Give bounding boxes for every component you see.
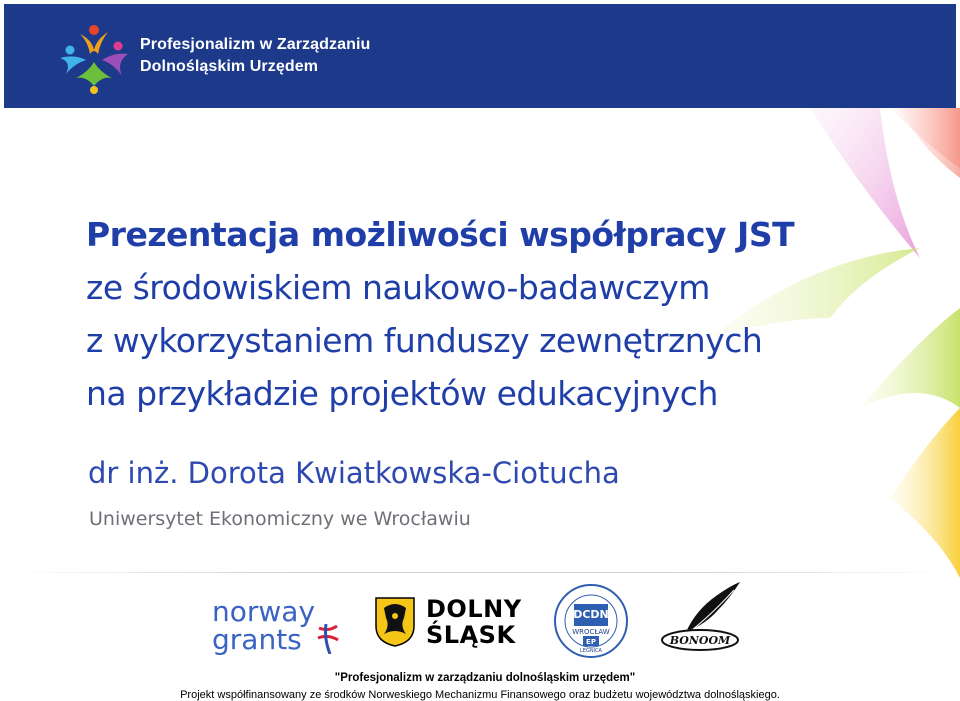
dcdn-seal-ep: EP: [586, 638, 596, 646]
norway-logo-line2: grants: [212, 623, 302, 656]
colorful-figures-icon: [56, 20, 132, 96]
dcdn-seal-name: DCDN: [573, 608, 609, 621]
lower-silesia-crest-icon: [374, 596, 416, 648]
norway-grants-logo: [212, 595, 342, 662]
title-line-3: z wykorzystaniem funduszy zewnętrznych: [86, 321, 763, 360]
norway-cross-icon: [316, 624, 340, 654]
header-bar: [4, 4, 956, 108]
header-title: [140, 34, 370, 78]
bonoom-quill-icon: [656, 580, 744, 656]
author-affiliation: Uniwersytet Ekonomiczny we Wrocławiu: [89, 508, 471, 530]
dcdn-seal-city: WROCŁAW: [572, 628, 610, 636]
dolny-logo-line2: ŚLĄSK: [426, 621, 516, 649]
project-quote: "Profesjonalizm w zarządzaniu dolnośląskim urzędem": [334, 672, 636, 684]
slide-title: [86, 208, 794, 420]
dolny-logo-line1: DOLNY: [426, 595, 522, 623]
title-line-4: na przykładzie projektów edukacyjnych: [86, 374, 718, 413]
bonoom-name: BONOOM: [669, 634, 731, 647]
norway-logo-line1: norway: [212, 595, 316, 628]
partner-logos: [0, 580, 960, 670]
dolny-slask-logo: [426, 596, 522, 648]
header-title-line2: Dolnośląskim Urzędem: [140, 58, 319, 75]
title-line-1: Prezentacja możliwości współpracy JST: [86, 215, 795, 254]
divider: [4, 572, 956, 573]
dcdn-seal-sub: LEGNICA: [580, 648, 602, 654]
title-line-2: ze środowiskiem naukowo-badawczym: [86, 268, 710, 307]
header-title-line1: Profesjonalizm w Zarządzaniu: [140, 36, 371, 53]
cofinancing-note: Projekt współfinansowany ze środków Norweskiego Mechanizmu Finansowego oraz budżetu województwa dolnośląskiego.: [180, 689, 780, 701]
dcdn-seal-icon: [552, 582, 630, 660]
author-name: dr inż. Dorota Kwiatkowska-Ciotucha: [88, 456, 620, 490]
